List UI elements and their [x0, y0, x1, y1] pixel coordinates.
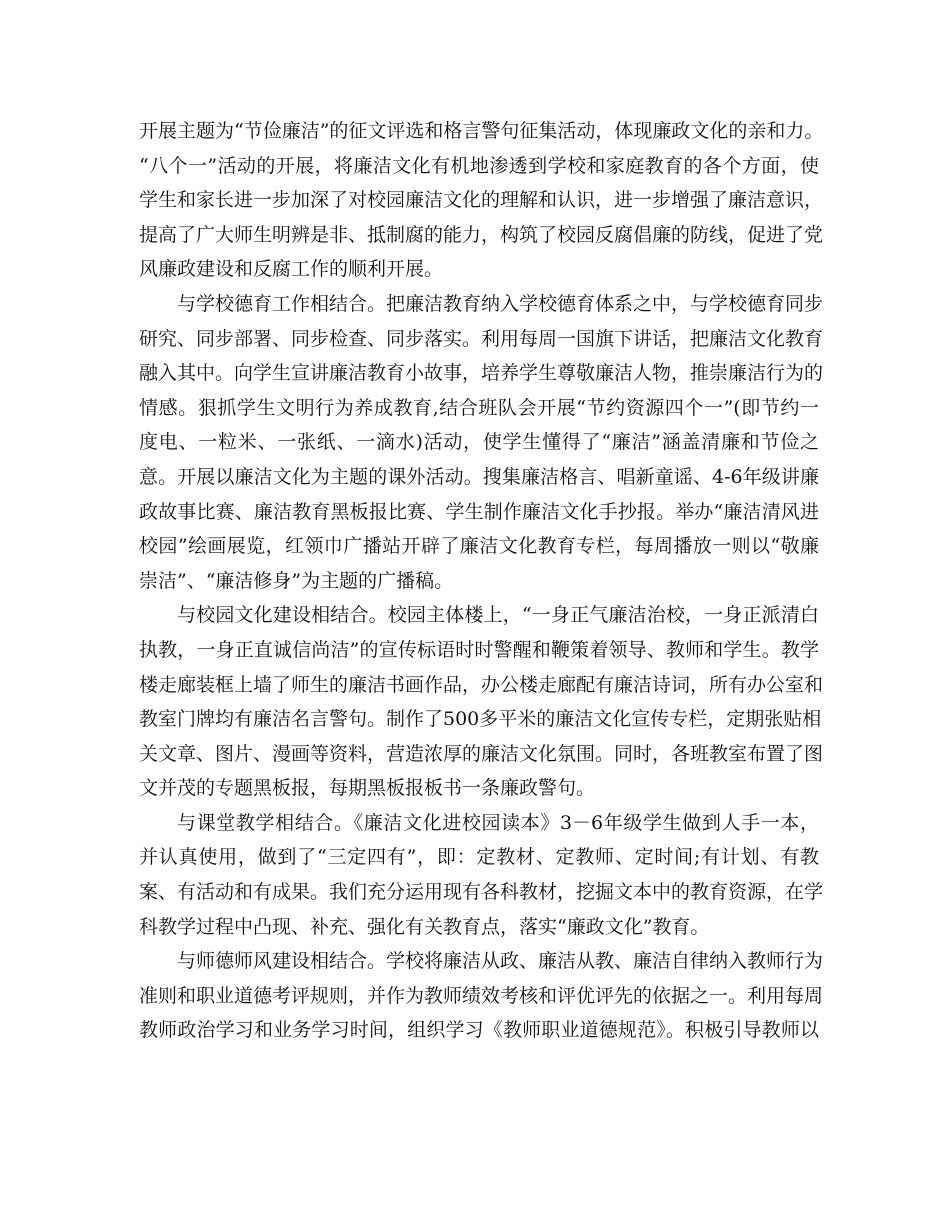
paragraph-essay-activities: [139, 114, 824, 287]
paragraph-campus-culture: [139, 598, 824, 806]
text-line: 执教，一身正直诚信尚洁”的宣传标语时时警醒和鞭策着领导、教师和学生。教学: [139, 638, 819, 661]
text-line: 学生和家长进一步加深了对校园廉洁文化的理解和认识，进一步增强了廉洁意识，: [139, 189, 824, 212]
text-line: 并认真使用，做到了“三定四有”，即：定教材、定教师、定时间;有计划、有教: [139, 846, 819, 869]
text-line: 教室门牌均有廉洁名言警句。制作了500多平米的廉洁文化宣传专栏，定期张贴相: [139, 708, 822, 731]
text-line: 意。开展以廉洁文化为主题的课外活动。搜集廉洁格言、唱新童谣、4-6年级讲廉: [139, 465, 819, 488]
text-line: 风廉政建设和反腐工作的顺利开展。: [139, 258, 444, 281]
document-body: [139, 114, 824, 1048]
text-line: 案、有活动和有成果。我们充分运用现有各科教材，挖掘文本中的教育资源，在学: [139, 881, 824, 904]
text-line: 楼走廊装框上墙了师生的廉洁书画作品，办公楼走廊配有廉洁诗词，所有办公室和: [139, 673, 824, 696]
text-line: 与师德师风建设相结合。学校将廉洁从政、廉洁从教、廉洁自律纳入教师行为: [177, 950, 824, 973]
text-line: 情感。狠抓学生文明行为养成教育,结合班队会开展“节约资源四个一”(即节约一: [139, 396, 819, 419]
text-line: 与校园文化建设相结合。校园主体楼上，“一身正气廉洁治校，一身正派清白: [177, 604, 819, 627]
text-line: 政故事比赛、廉洁教育黑板报比赛、学生制作廉洁文化手抄报。举办“廉洁清风进: [139, 500, 819, 523]
text-line: 崇洁”、“廉洁修身”为主题的广播稿。: [139, 569, 454, 592]
text-line: 教师政治学习和业务学习时间，组织学习《教师职业道德规范》。积极引导教师以: [139, 1019, 819, 1042]
text-line: 与课堂教学相结合。《廉洁文化进校园读本》3－6年级学生做到人手一本，: [177, 811, 819, 834]
text-line: 提高了广大师生明辨是非、抵制腐的能力，构筑了校园反腐倡廉的防线，促进了党: [139, 223, 824, 246]
text-line: 关文章、图片、漫画等资料，营造浓厚的廉洁文化氛围。同时，各班教室布置了图: [139, 742, 824, 765]
text-line: 准则和职业道德考评规则，并作为教师绩效考核和评优评先的依据之一。利用每周: [139, 984, 824, 1007]
text-line: 研究、同步部署、同步检查、同步落实。利用每周一国旗下讲话，把廉洁文化教育: [139, 327, 824, 350]
text-line: “八个一”活动的开展，将廉洁文化有机地渗透到学校和家庭教育的各个方面，使: [139, 154, 819, 177]
text-line: 度电、一粒米、一张纸、一滴水)活动，使学生懂得了“廉洁”涵盖清廉和节俭之: [139, 431, 819, 454]
text-line: 开展主题为“节俭廉洁”的征文评选和格言警句征集活动，体现廉政文化的亲和力。: [139, 120, 824, 142]
text-line: 与学校德育工作相结合。把廉洁教育纳入学校德育体系之中，与学校德育同步: [177, 292, 824, 315]
text-line: 校园”绘画展览，红领巾广播站开辟了廉洁文化教育专栏，每周播放一则以“敬廉: [139, 535, 819, 558]
text-line: 融入其中。向学生宣讲廉洁教育小故事，培养学生尊敬廉洁人物，推崇廉洁行为的: [139, 362, 824, 385]
paragraph-classroom-teaching: [139, 806, 824, 944]
paragraph-moral-education: [139, 287, 824, 598]
text-line: 科教学过程中凸现、补充、强化有关教育点，落实“廉政文化”教育。: [139, 915, 710, 938]
paragraph-teacher-ethics: [139, 944, 824, 1048]
text-line: 文并茂的专题黑板报，每期黑板报板书一条廉政警句。: [139, 777, 596, 800]
